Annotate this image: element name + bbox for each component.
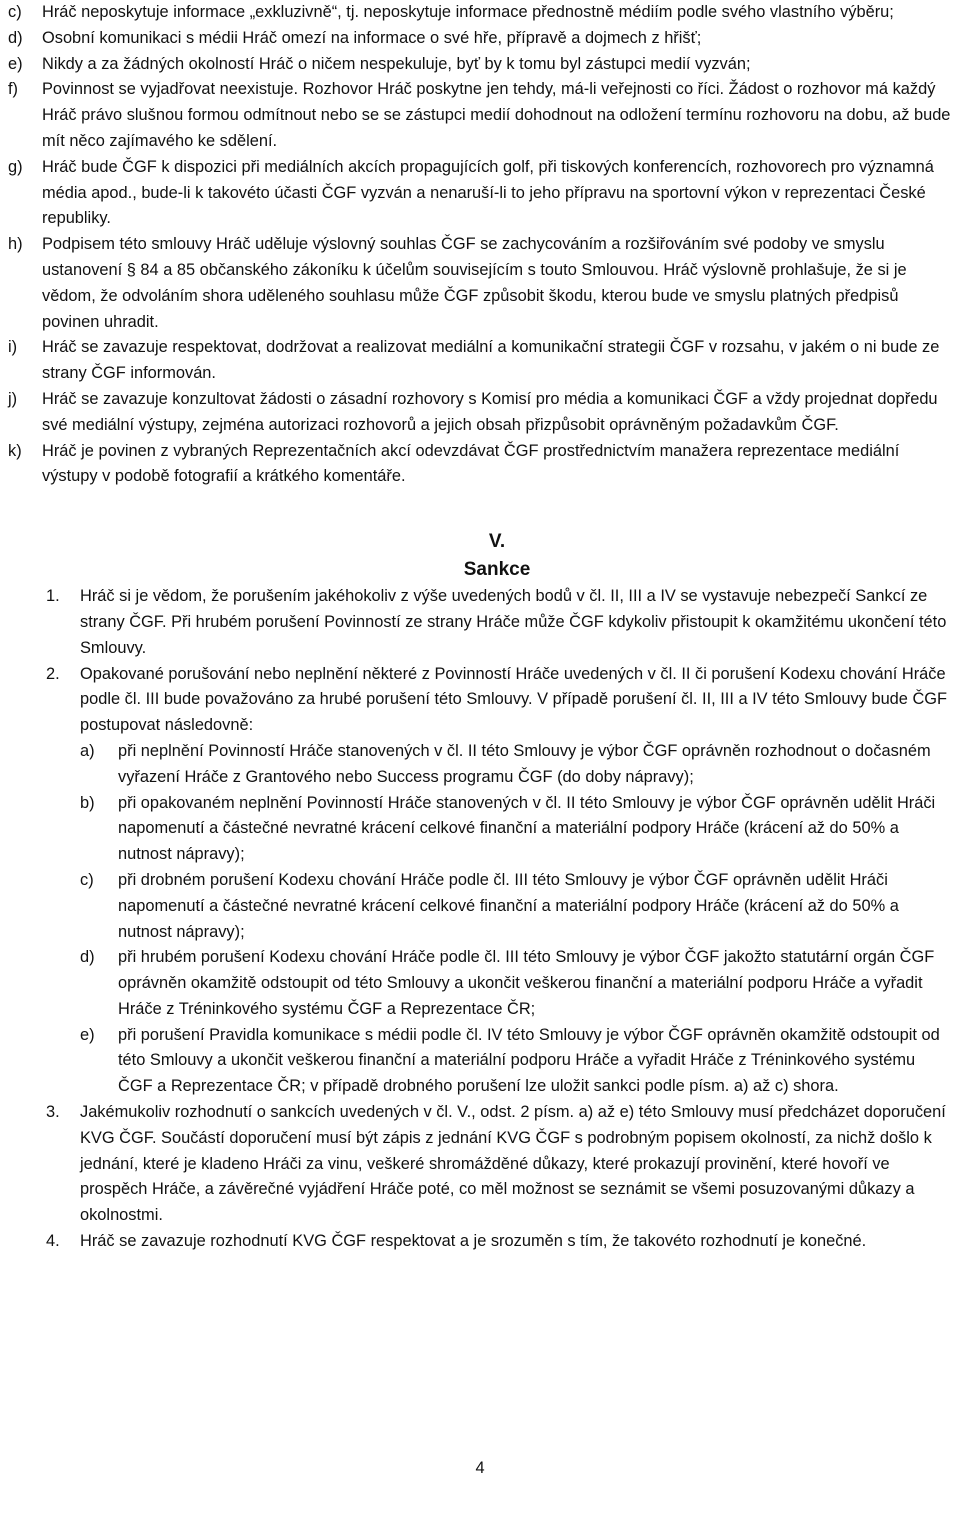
list-item <box>8 0 952 26</box>
item-label: i) <box>8 338 18 357</box>
item-label: d) <box>8 28 23 47</box>
list-item <box>8 1100 952 1229</box>
item-label: 1. <box>46 587 60 606</box>
item-text: při hrubém porušení Kodexu chování Hráče podle čl. III této Smlouvy je výbor ČGF jakožto statutární orgán ČGF oprávněn okamžitě odstoupit od této Smlouvy a ukončit veškerou finanční a materiální podporu Hráče a vyřadit Hráče z Tréninkového systému ČGF a Reprezentace ČR; <box>118 948 935 1018</box>
item-text: Hráč je povinen z vybraných Reprezentačních akcí odevzdávat ČGF prostřednictvím manažera reprezentace mediální výstupy v podobě fotografií a krátkého komentáře. <box>42 441 900 486</box>
list-item <box>8 155 952 232</box>
list-item <box>80 1023 952 1100</box>
item-text: při porušení Pravidla komunikace s médii podle čl. IV této Smlouvy je výbor ČGF oprávněn okamžitě odstoupit od této Smlouvy a ukončit veškerou finanční a materiální podporu Hráče a vyřadit Hráče z Tréninkového systému ČGF a Reprezentace ČR; v případě drobného porušení lze uložit sankci podle písm. a) až c) shora. <box>118 1025 940 1096</box>
item-text: Hráč bude ČGF k dispozici při mediálních akcích propagujících golf, při tiskových konferencích, rozhovorech pro významná média apod., bude-li k takovéto účasti ČGF vyzván a nenaruší-li to jeho přípravu na sportovní výkon v reprezentaci České republiky. <box>42 157 934 228</box>
item-text: Hráč se zavazuje rozhodnutí KVG ČGF respektovat a je srozuměn s tím, že takovéto rozhodnutí je konečné. <box>80 1232 867 1251</box>
item-label: a) <box>80 741 95 760</box>
list-item <box>8 77 952 154</box>
item-text: při drobném porušení Kodexu chování Hráče podle čl. III této Smlouvy je výbor ČGF oprávněn udělit Hráči napomenutí a částečné nevratné krácení celkové finanční a materiální podpory Hráče (krácení až do 50% a nutnost nápravy); <box>118 870 899 941</box>
item-label: b) <box>80 793 95 812</box>
item-label: f) <box>8 80 19 99</box>
item-text: při opakovaném neplnění Povinností Hráče stanovených v čl. II této Smlouvy je výbor ČGF oprávněn udělit Hráči napomenutí a částečné nevratné krácení celkové finanční a materiální podpory Hráče (krácení až do 50% a nutnost nápravy); <box>118 793 936 864</box>
list-item <box>80 739 952 791</box>
item-label: h) <box>8 235 23 254</box>
list-item <box>80 945 952 1022</box>
item-label: 4. <box>46 1232 60 1251</box>
list-item <box>8 439 952 491</box>
list-item <box>8 232 952 335</box>
item-text: Podpisem této smlouvy Hráč uděluje výslovný souhlas ČGF se zachycováním a rozšiřováním své podoby ve smyslu ustanovení § 84 a 85 občanského zákoníku k účelům souvisejícím s touto Smlouvou. Hráč výslovně prohlašuje, že si je vědom, že odvoláním shora uděleného souhlasu může ČGF způsobit škodu, kterou bude ve smyslu platných předpisů povinen uhradit. <box>42 235 907 331</box>
item-label: c) <box>80 870 94 889</box>
page-number: 4 <box>475 1459 485 1477</box>
item-text: Hráč se zavazuje respektovat, dodržovat a realizovat mediální a komunikační strategii ČGF v rozsahu, v jakém o ni bude ze strany ČGF informován. <box>42 338 940 383</box>
item-text: Osobní komunikaci s médii Hráč omezí na informace o své hře, přípravě a dojmech z hřišť; <box>42 28 702 47</box>
sanctions-list <box>8 584 952 1255</box>
item-text: Hráč si je vědom, že porušením jakéhokoliv z výše uvedených bodů v čl. II, III a IV se vystavuje nebezpečí Sankcí ze strany ČGF. Při hrubém porušení Povinností ze strany Hráče může ČGF kdykoliv přistoupit k okamžitému ukončení této Smlouvy. <box>80 587 947 657</box>
item-text: Hráč se zavazuje konzultovat žádosti o zásadní rozhovory s Komisí pro média a komunikaci ČGF a vždy projednat dopředu své mediální výstupy, zejména autorizaci rozhovorů a jejich obsah přizpůsobit oprávněným požadavkům ČGF. <box>42 389 938 434</box>
item-label: d) <box>80 948 95 967</box>
item-text: Jakémukoliv rozhodnutí o sankcích uvedených v čl. V., odst. 2 písm. a) až e) této Smlouvy musí předcházet doporučení KVG ČGF. Součástí doporučení musí být zápis z jednání KVG ČGF s podrobným popisem okolností, za nichž došlo k jednání, které je kladeno Hráči za vinu, veškeré shromážděné důkazy, které prokazují provinění, které hovoří ve prospěch Hráče, a závěrečné vyjádření Hráče poté, co měl možnost se seznámit se všemi posuzovanými důkazy a okolnostmi. <box>80 1103 946 1225</box>
list-item <box>8 335 952 387</box>
section-title: Sankce <box>463 559 531 581</box>
list-item <box>8 584 952 661</box>
item-label: k) <box>8 441 22 460</box>
sanctions-sub-list <box>80 739 952 1100</box>
list-item <box>8 26 952 52</box>
item-label: e) <box>8 54 23 73</box>
item-label: 3. <box>46 1103 60 1122</box>
list-item <box>8 662 952 1101</box>
item-text: Nikdy a za žádných okolností Hráč o ničem nespekuluje, byť by k tomu byl zástupci medií vyzván; <box>42 54 751 73</box>
item-text: Povinnost se vyjadřovat neexistuje. Rozhovor Hráč poskytne jen tehdy, má-li veřejnosti co říci. Žádost o rozhovor má každý Hráč právo slušnou formou odmítnout nebo se se zástupci medií dohodnout na odložení termínu rozhovoru na dobu, až bude mít něco zajímavého ke sdělení. <box>42 80 951 150</box>
media-rules-list <box>8 0 952 490</box>
list-item <box>8 387 952 439</box>
item-text: při neplnění Povinností Hráče stanovených v čl. II této Smlouvy je výbor ČGF oprávněn rozhodnout o dočasném vyřazení Hráče z Grantového nebo Success programu ČGF (do doby nápravy); <box>118 741 931 786</box>
item-label: g) <box>8 157 23 176</box>
list-item <box>8 52 952 78</box>
item-label: 2. <box>46 664 60 683</box>
item-label: e) <box>80 1025 95 1044</box>
item-label: j) <box>8 389 18 408</box>
list-item <box>8 1229 952 1255</box>
list-item <box>80 791 952 868</box>
item-text: Opakované porušování nebo neplnění některé z Povinností Hráče uvedených v čl. II či porušení Kodexu chování Hráče podle čl. III bude považováno za hrubé porušení této Smlouvy. V případě porušení čl. II, III a IV této Smlouvy bude ČGF postupovat následovně: <box>80 664 948 735</box>
item-label: c) <box>8 3 22 21</box>
item-text: Hráč neposkytuje informace „exkluzivně“, tj. neposkytuje informace přednostně médiím podle svého vlastního výběru; <box>42 3 894 21</box>
section-number: V. <box>488 531 506 553</box>
list-item <box>80 868 952 945</box>
